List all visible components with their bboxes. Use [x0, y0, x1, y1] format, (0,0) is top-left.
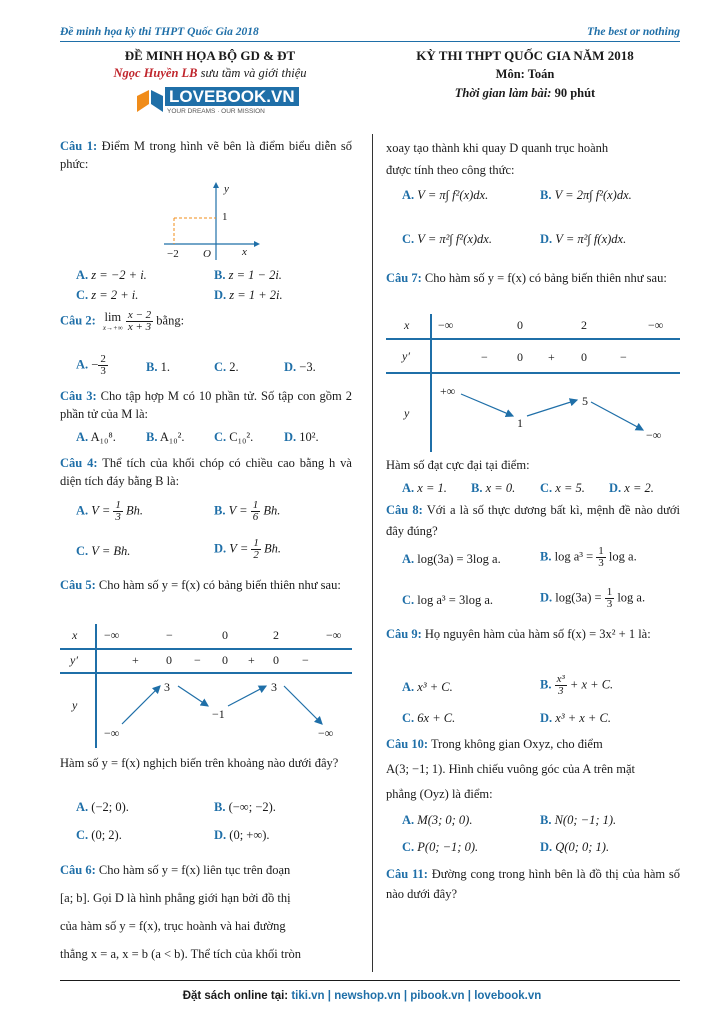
- footer-sep: |: [403, 990, 408, 1002]
- q9-option-d[interactable]: D. x³ + x + C.: [540, 711, 611, 725]
- q5-yp-1: +: [132, 653, 139, 667]
- q3-option-d[interactable]: D. 10².: [284, 430, 319, 444]
- q5-y-head: y: [72, 698, 78, 712]
- q10-text-2: A(3; −1; 1). Hình chiếu vuông góc của A trên mặt: [386, 762, 636, 776]
- q7-x-3: 2: [581, 318, 587, 332]
- question-2: [60, 310, 184, 333]
- q10-text-1: Trong không gian Oxyz, cho điểm: [430, 737, 603, 751]
- q5-option-d[interactable]: D. (0; +∞).: [214, 828, 270, 842]
- q2-limit: lim x→+∞: [102, 310, 123, 332]
- q4-option-c[interactable]: C. V = Bh.: [76, 544, 131, 558]
- question-11: [386, 864, 680, 904]
- q1-one-label: 1: [222, 211, 228, 223]
- q1-y-label: y: [224, 183, 229, 195]
- q9-text: Họ nguyên hàm của hàm số f(x) = 3x² + 1 là:: [424, 627, 651, 641]
- q10-option-a[interactable]: A. M(3; 0; 0).: [402, 813, 473, 827]
- question-10: [386, 732, 680, 807]
- q5-yp-7: −: [302, 653, 309, 667]
- q7-label: Câu 7:: [386, 271, 422, 285]
- exam-source: ĐỀ MINH HỌA BỘ GD & ĐT: [124, 48, 296, 63]
- question-4: [60, 454, 352, 490]
- q3-option-b[interactable]: B. A₁₀².: [146, 430, 185, 444]
- q5-yp-head: y′: [70, 653, 78, 667]
- q6-text-2: [a; b]. Gọi D là hình phẳng giới hạn bởi đồ thị: [60, 891, 291, 905]
- q7-x-head: x: [404, 318, 410, 332]
- footer-link-tiki[interactable]: tiki.vn: [291, 990, 325, 1002]
- q3-option-c[interactable]: C. C₁₀².: [214, 430, 254, 444]
- q1-origin-label: O: [203, 248, 211, 260]
- question-6: [60, 856, 352, 968]
- q5-yp-4: 0: [222, 653, 228, 667]
- q5-variation-arrows: [96, 672, 352, 748]
- exam-time: [370, 86, 680, 101]
- q10-label: Câu 10:: [386, 737, 429, 751]
- q1-x-label: x: [242, 246, 247, 258]
- q8-option-b[interactable]: B. log a³ = $\frac{1}{3}$ log a.: [540, 545, 637, 569]
- q1-option-b[interactable]: B. z = 1 − 2i.: [214, 268, 282, 282]
- q6-text-6: được tính theo công thức:: [386, 163, 515, 177]
- question-3: [60, 387, 352, 423]
- q5-y-max1: 3: [164, 680, 170, 694]
- time-value: 90 phút: [554, 86, 596, 100]
- q2-label: Câu 2:: [60, 313, 96, 328]
- q7-yp-4: 0: [581, 350, 587, 364]
- q8-option-d[interactable]: D. log(3a) = $\frac{1}{3}$ log a.: [540, 586, 646, 610]
- q4-option-d[interactable]: D. V = $\frac{1}{2}$ Bh.: [214, 537, 282, 561]
- q5-yp-3: −: [194, 653, 201, 667]
- author-name: Ngọc Huyền LB: [113, 66, 198, 80]
- q7-yp-2: 0: [517, 350, 523, 364]
- time-label: Thời gian làm bài:: [454, 86, 552, 100]
- footer-divider: [60, 980, 680, 981]
- q6-option-c[interactable]: C. V = π²∫ f²(x)dx.: [402, 232, 492, 246]
- author-line: [60, 66, 360, 81]
- q8-text: Với a là số thực dương bất kì, mệnh đề nào dưới đây đúng?: [386, 503, 680, 538]
- q7-option-c[interactable]: C. x = 5.: [540, 481, 585, 495]
- footer-link-newshop[interactable]: newshop.vn: [334, 990, 401, 1002]
- q7-option-b[interactable]: B. x = 0.: [471, 481, 516, 495]
- q1-neg2-label: −2: [167, 248, 179, 260]
- q7-yp-1: −: [481, 350, 488, 364]
- q5-yp-5: +: [248, 653, 255, 667]
- author-suffix: sưu tầm và giới thiệu: [200, 66, 307, 80]
- exam-subject: Môn: Toán: [495, 67, 555, 81]
- q1-option-d[interactable]: D. z = 1 + 2i.: [214, 288, 283, 302]
- q5-text: Cho hàm số y = f(x) có bảng biến thiên như sau:: [98, 578, 341, 592]
- exam-title: KỲ THI THPT QUỐC GIA NĂM 2018: [416, 48, 634, 63]
- logo-text: LOVEBOOK.VN: [165, 87, 299, 106]
- q2-option-b[interactable]: B. 1.: [146, 360, 170, 374]
- q5-label: Câu 5:: [60, 578, 96, 592]
- q6-text-4: thẳng x = a, x = b (a < b). Thể tích của khối tròn: [60, 947, 301, 961]
- question-1: [60, 137, 352, 173]
- q6-label: Câu 6:: [60, 863, 96, 877]
- q6-option-d[interactable]: D. V = π²∫ f(x)dx.: [540, 232, 627, 246]
- q5-y-min: −1: [212, 707, 225, 721]
- q9-option-c[interactable]: C. 6x + C.: [402, 711, 456, 725]
- q5-x-head: x: [72, 628, 78, 642]
- q10-text-3: phẳng (Oyz) là điểm:: [386, 787, 493, 801]
- q7-y-head: y: [404, 406, 410, 420]
- q5-x-2: −: [166, 628, 173, 642]
- q5-yp-2: 0: [166, 653, 172, 667]
- page-header: [60, 26, 680, 42]
- q2-fraction: $\frac{x - 2}{x + 3}$: [127, 309, 152, 333]
- q5-table-hline-1: [60, 648, 352, 650]
- q6-option-b[interactable]: B. V = 2π∫ f²(x)dx.: [540, 188, 632, 202]
- q6-text-1: Cho hàm số y = f(x) liên tục trên đoạn: [98, 863, 291, 877]
- q9-label: Câu 9:: [386, 627, 422, 641]
- q5-option-b[interactable]: B. (−∞; −2).: [214, 800, 276, 814]
- footer-link-pibook[interactable]: pibook.vn: [410, 990, 465, 1002]
- q10-option-d[interactable]: D. Q(0; 0; 1).: [540, 840, 610, 854]
- q8-label: Câu 8:: [386, 503, 423, 517]
- q7-text: Cho hàm số y = f(x) có bảng biến thiên như sau:: [424, 271, 667, 285]
- q5-y-right: −∞: [318, 726, 334, 740]
- q2-tail: bằng:: [156, 313, 185, 328]
- q3-text: Cho tập hợp M có 10 phần tử. Số tập con gồm 2 phần tử của M là:: [60, 389, 353, 421]
- q5-question: Hàm số y = f(x) nghịch biến trên khoảng nào dưới đây?: [60, 756, 339, 770]
- q5-option-a[interactable]: A. (−2; 0).: [76, 800, 129, 814]
- q6-continued: [386, 137, 680, 181]
- q5-yp-6: 0: [273, 653, 279, 667]
- question-9: [386, 622, 680, 646]
- q1-option-a[interactable]: A. z = −2 + i.: [76, 268, 147, 282]
- book-icon: [135, 86, 165, 116]
- footer-sep: |: [467, 990, 471, 1002]
- footer-prefix: Đặt sách online tại:: [182, 990, 289, 1002]
- q5-y-left: −∞: [104, 726, 120, 740]
- q5-x-4: 2: [273, 628, 279, 642]
- q7-question: Hàm số đạt cực đại tại điểm:: [386, 458, 530, 472]
- q3-label: Câu 3:: [60, 389, 97, 403]
- logo-tagline: YOUR DREAMS · OUR MISSION: [167, 108, 265, 115]
- header-right: The best or nothing: [587, 26, 680, 38]
- q5-y-max2: 3: [271, 680, 277, 694]
- q11-text: Đường cong trong hình bên là đồ thị của hàm số nào dưới đây?: [386, 867, 681, 901]
- q7-y-max: 5: [582, 394, 588, 408]
- q2-option-d[interactable]: D. −3.: [284, 360, 316, 374]
- header-divider: [60, 41, 680, 42]
- q7-yp-3: +: [548, 350, 555, 364]
- q7-x-4: −∞: [648, 318, 664, 332]
- q5-option-c[interactable]: C. (0; 2).: [76, 828, 122, 842]
- q11-label: Câu 11:: [386, 867, 428, 881]
- q2-option-a[interactable]: A. − $\frac{2}{3}$: [76, 353, 106, 377]
- q1-label: Câu 1:: [60, 139, 98, 153]
- question-7: [386, 266, 680, 290]
- q7-y-left: +∞: [440, 384, 456, 398]
- q10-option-b[interactable]: B. N(0; −1; 1).: [540, 813, 617, 827]
- q4-text: Thể tích của khối chóp có chiều cao bằng h và diện tích đáy bằng B là:: [60, 456, 352, 488]
- lovebook-logo: [135, 86, 295, 122]
- q1-text: Điểm M trong hình vẽ bên là điểm biểu diễn số phức:: [60, 139, 353, 171]
- footer-link-lovebook[interactable]: lovebook.vn: [474, 990, 542, 1002]
- q7-option-d[interactable]: D. x = 2.: [609, 481, 654, 495]
- q8-option-c[interactable]: C. log a³ = 3log a.: [402, 593, 493, 607]
- q3-option-a[interactable]: A. A₁₀⁸.: [76, 430, 116, 444]
- q7-x-1: −∞: [438, 318, 454, 332]
- q7-yp-5: −: [620, 350, 627, 364]
- q1-option-c[interactable]: C. z = 2 + i.: [76, 288, 139, 302]
- q8-option-a[interactable]: A. log(3a) = 3log a.: [402, 552, 501, 566]
- q5-x-1: −∞: [104, 628, 120, 642]
- q5-x-5: −∞: [326, 628, 342, 642]
- q4-option-a[interactable]: A. V = $\frac{1}{3}$ Bh.: [76, 499, 144, 523]
- q7-variation-arrows: [431, 372, 680, 452]
- q4-option-b[interactable]: B. V = $\frac{1}{6}$ Bh.: [214, 499, 281, 523]
- q5-x-3: 0: [222, 628, 228, 642]
- question-5: [60, 574, 352, 596]
- q2-option-c[interactable]: C. 2.: [214, 360, 239, 374]
- header-left: Đề minh họa kỳ thi THPT Quốc Gia 2018: [60, 26, 259, 38]
- page-footer: [0, 990, 724, 1002]
- q10-option-c[interactable]: C. P(0; −1; 0).: [402, 840, 479, 854]
- q7-y-min: 1: [517, 416, 523, 430]
- q9-option-b[interactable]: B. $\frac{\text{x³}}{3}$ + x + C.: [540, 673, 614, 697]
- q6-text-3: của hàm số y = f(x), trục hoành và hai đường: [60, 919, 286, 933]
- q4-label: Câu 4:: [60, 456, 98, 470]
- footer-sep: |: [327, 990, 331, 1002]
- q6-option-a[interactable]: A. V = π∫ f²(x)dx.: [402, 188, 489, 202]
- q7-option-a[interactable]: A. x = 1.: [402, 481, 447, 495]
- q7-y-right: −∞: [646, 428, 662, 442]
- column-divider: [372, 134, 373, 972]
- q9-option-a[interactable]: A. x³ + C.: [402, 680, 453, 694]
- q7-yp-head: y′: [402, 349, 410, 363]
- question-8: [386, 500, 680, 542]
- q7-x-2: 0: [517, 318, 523, 332]
- q6-text-5: xoay tạo thành khi quay D quanh trục hoành: [386, 141, 609, 155]
